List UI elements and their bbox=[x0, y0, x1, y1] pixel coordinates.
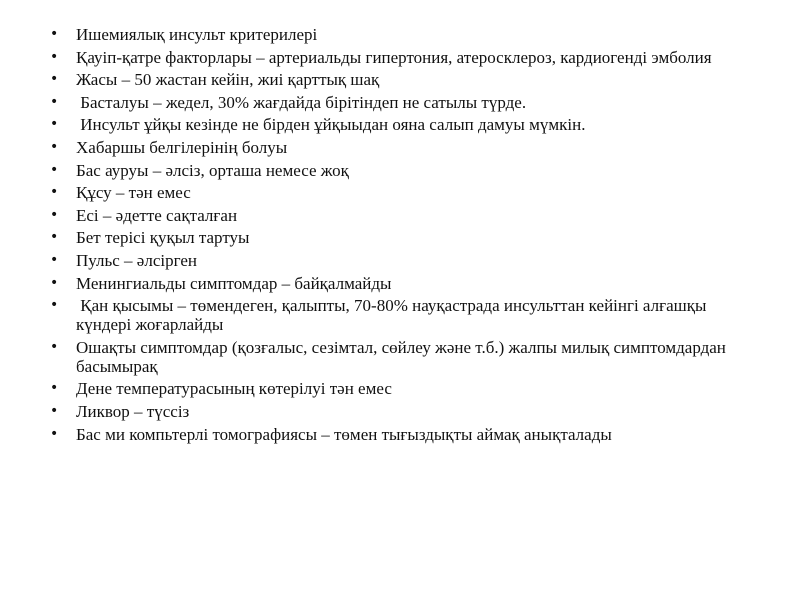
list-item bbox=[50, 251, 740, 270]
list-item bbox=[50, 70, 740, 89]
list-item bbox=[50, 161, 740, 180]
bullet-icon: • bbox=[50, 48, 59, 65]
list-item bbox=[50, 338, 740, 376]
list-item-text: Басталуы – жедел, 30% жағдайда бірітіндеп не сатылы түрде. bbox=[76, 92, 527, 112]
bullet-icon: • bbox=[50, 229, 59, 246]
list-item-text: Жасы – 50 жастан кейін, жиі қарттық шақ bbox=[76, 70, 380, 90]
criteria-bullet-list bbox=[50, 25, 740, 447]
list-item-text: Менингиальды симптомдар – байқалмайды bbox=[76, 273, 392, 293]
bullet-icon: • bbox=[50, 402, 59, 419]
list-item bbox=[50, 402, 740, 421]
list-item-text: Инсульт ұйқы кезінде не бірден ұйқыыдан ояна салып дамуы мүмкін. bbox=[76, 115, 586, 135]
list-item-text: Есі – әдетте сақталған bbox=[76, 205, 238, 225]
list-item bbox=[50, 93, 740, 112]
list-item bbox=[50, 425, 740, 444]
bullet-icon: • bbox=[50, 93, 59, 110]
bullet-icon: • bbox=[50, 338, 59, 355]
bullet-icon: • bbox=[50, 71, 59, 88]
list-item bbox=[50, 115, 740, 134]
list-item bbox=[50, 296, 740, 334]
bullet-icon: • bbox=[50, 161, 59, 178]
bullet-icon: • bbox=[50, 297, 59, 314]
list-item-text: Құсу – тән емес bbox=[76, 183, 191, 203]
bullet-icon: • bbox=[50, 380, 59, 397]
list-item-text: Ишемиялық инсульт критерилері bbox=[76, 25, 318, 44]
list-item-text: Бас ауруы – әлсіз, орташа немесе жоқ bbox=[76, 160, 349, 180]
list-item bbox=[50, 379, 740, 398]
list-item-text: Дене температурасының көтерілуі тән емес bbox=[76, 379, 392, 399]
list-item bbox=[50, 183, 740, 202]
bullet-icon: • bbox=[50, 184, 59, 201]
bullet-icon: • bbox=[50, 425, 59, 442]
list-item-text: Хабаршы белгілерінің болуы bbox=[76, 137, 288, 157]
bullet-icon: • bbox=[50, 26, 59, 42]
bullet-icon: • bbox=[50, 206, 59, 223]
list-item bbox=[50, 25, 740, 44]
list-item-text: Ошақты симптомдар (қозғалыс, сезімтал, сөйлеу және т.б.) жалпы милық симптомдардан басымырақ bbox=[76, 337, 731, 376]
list-item-text: Бет терісі қуқыл тартуы bbox=[76, 228, 250, 248]
list-item bbox=[50, 274, 740, 293]
list-item-text: Бас ми компьтерлі томографиясы – төмен тығыздықты аймақ анықталады bbox=[76, 424, 612, 444]
list-item-text: Қан қысымы – төмендеген, қалыпты, 70-80% науқастрада инсульттан кейінгі алғашқы күндері жоғарлайды bbox=[76, 296, 711, 335]
list-item bbox=[50, 228, 740, 247]
bullet-icon: • bbox=[50, 251, 59, 268]
list-item-text: Пульс – әлсірген bbox=[76, 250, 198, 270]
list-item bbox=[50, 206, 740, 225]
list-item bbox=[50, 48, 740, 67]
list-item-text: Қауіп-қатре факторлары – артериальды гипертония, атеросклероз, кардиогенді эмболия bbox=[76, 47, 712, 67]
bullet-icon: • bbox=[50, 116, 59, 133]
bullet-icon: • bbox=[50, 274, 59, 291]
list-item-text: Ликвор – түссіз bbox=[76, 401, 190, 421]
list-item bbox=[50, 138, 740, 157]
bullet-icon: • bbox=[50, 138, 59, 155]
